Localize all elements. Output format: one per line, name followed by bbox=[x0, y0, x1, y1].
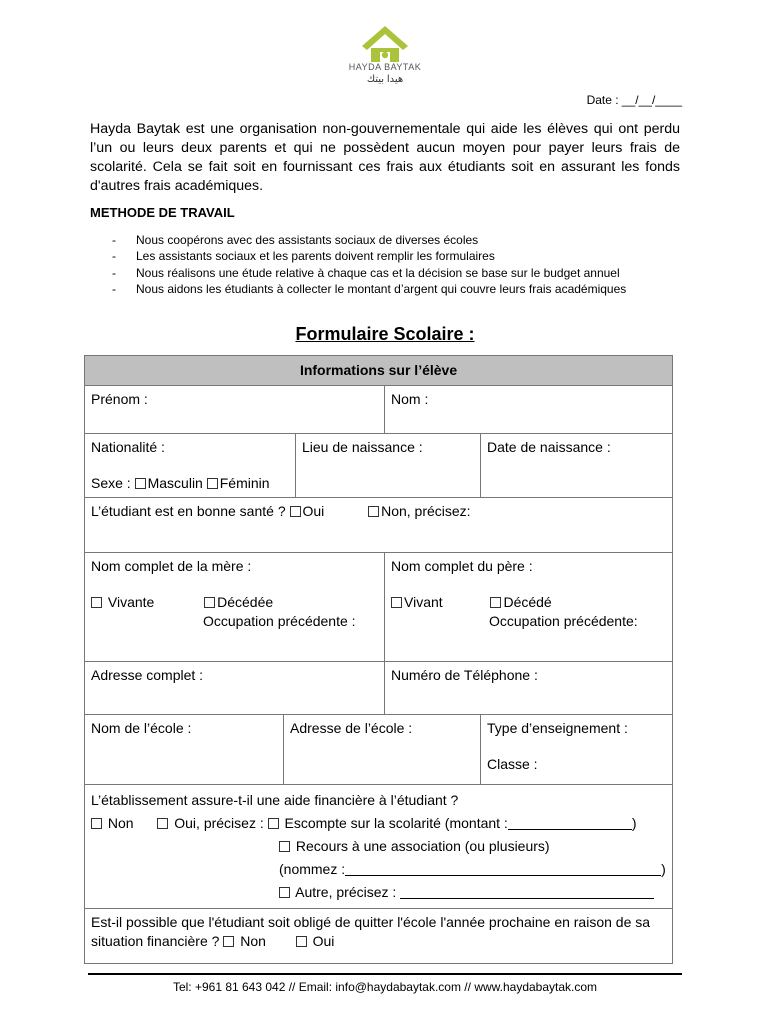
pere-field[interactable] bbox=[385, 553, 673, 662]
non-precisez-label: Non, précisez: bbox=[381, 503, 471, 519]
feminin-label: Féminin bbox=[219, 475, 270, 491]
checkbox-escompte[interactable] bbox=[268, 818, 279, 829]
autre-label: Autre, précisez : bbox=[295, 884, 397, 900]
escompte-label: Escompte sur la scolarité (montant : bbox=[284, 815, 508, 831]
sante-label: L’étudiant est en bonne santé ? bbox=[91, 503, 286, 519]
footer-divider bbox=[88, 973, 682, 975]
adresse-label: Adresse complet : bbox=[91, 667, 204, 683]
date-field[interactable]: Date : __/__/____ bbox=[586, 93, 682, 107]
list-item: - Nous coopérons avec des assistants sociaux de diverses écoles bbox=[112, 232, 626, 248]
occupation-mere-label: Occupation précédente : bbox=[203, 613, 356, 629]
adresse-ecole-field[interactable] bbox=[284, 715, 481, 785]
nommez-input[interactable] bbox=[345, 861, 661, 876]
recours-label: Recours à une association (ou plusieurs) bbox=[295, 838, 550, 854]
checkbox-autre[interactable] bbox=[279, 887, 290, 898]
escompte-input[interactable] bbox=[508, 815, 632, 830]
nommez-label: (nommez : bbox=[279, 861, 346, 877]
sexe-label: Sexe : bbox=[91, 475, 131, 491]
prenom-field[interactable] bbox=[85, 386, 385, 434]
list-item: - Les assistants sociaux et les parents doivent remplir les formulaires bbox=[112, 248, 626, 264]
checkbox-decede[interactable] bbox=[490, 597, 501, 608]
decedee-label: Décédée bbox=[217, 594, 274, 610]
list-item: - Nous réalisons une étude relative à chaque cas et la décision se base sur le budget annuel bbox=[112, 265, 626, 281]
intro-paragraph: Hayda Baytak est une organisation non-gouvernementale qui aide les élèves qui ont perdu l’un ou leurs deux parents et qui ne possèdent aucun moyen pour payer leurs frais de scolarité. Cela se fait soit en fournissant ces frais aux étudiants soit en assurant les fonds d'autres frais académiques. bbox=[90, 121, 680, 194]
ecole-label: Nom de l’école : bbox=[91, 720, 192, 736]
lieu-naissance-field[interactable] bbox=[296, 434, 481, 498]
date-naissance-label: Date de naissance : bbox=[487, 439, 611, 455]
checkbox-quitter-non[interactable] bbox=[223, 936, 234, 947]
decede-label: Décédé bbox=[503, 594, 552, 610]
checkbox-feminin[interactable] bbox=[207, 478, 218, 489]
non-label: Non bbox=[240, 933, 266, 949]
aide-question-label: L’établissement assure-t-il une aide financière à l’étudiant ? bbox=[91, 792, 459, 808]
autre-input[interactable] bbox=[400, 884, 654, 899]
occupation-pere-label: Occupation précédente: bbox=[489, 613, 638, 629]
non-label: Non bbox=[107, 815, 134, 831]
telephone-label: Numéro de Téléphone : bbox=[391, 667, 538, 683]
checkbox-aide-non[interactable] bbox=[91, 818, 102, 829]
footer-contact: Tel: +961 81 643 042 // Email: info@haydabaytak.com // www.haydabaytak.com bbox=[172, 980, 598, 994]
ecole-field[interactable] bbox=[85, 715, 284, 785]
method-list bbox=[112, 232, 626, 297]
nom-field[interactable] bbox=[385, 386, 673, 434]
oui-precisez-label: Oui, précisez : bbox=[174, 815, 264, 831]
checkbox-decedee[interactable] bbox=[204, 597, 215, 608]
adresse-field[interactable] bbox=[85, 662, 385, 715]
checkbox-masculin[interactable] bbox=[135, 478, 146, 489]
checkbox-vivante[interactable] bbox=[91, 597, 102, 608]
quitter-question-label: Est-il possible que l'étudiant soit obligé de quitter l'école l'année prochaine en raison de sa situation financière ? bbox=[91, 914, 651, 949]
checkbox-vivant[interactable] bbox=[391, 597, 402, 608]
adresse-ecole-label: Adresse de l’école : bbox=[290, 720, 413, 736]
date-naissance-field[interactable] bbox=[481, 434, 673, 498]
oui-label: Oui bbox=[302, 503, 325, 519]
nom-label: Nom : bbox=[391, 391, 429, 407]
checkbox-quitter-oui[interactable] bbox=[296, 936, 307, 947]
prenom-label: Prénom : bbox=[91, 391, 148, 407]
sante-field bbox=[85, 498, 673, 553]
quitter-ecole-field bbox=[85, 909, 673, 964]
logo-arabic-text: هيدا بيتك bbox=[366, 74, 404, 85]
nationalite-label: Nationalité : bbox=[91, 439, 165, 455]
logo-text: HAYDA BAYTAK bbox=[348, 62, 422, 72]
checkbox-recours[interactable] bbox=[279, 841, 290, 852]
mere-label: Nom complet de la mère : bbox=[91, 558, 252, 574]
vivante-label: Vivante bbox=[107, 594, 155, 610]
nationalite-field[interactable] bbox=[85, 434, 296, 498]
method-title: METHODE DE TRAVAIL bbox=[90, 205, 235, 220]
vivant-label: Vivant bbox=[404, 594, 443, 610]
mere-field[interactable] bbox=[85, 553, 385, 662]
checkbox-sante-non[interactable] bbox=[368, 506, 379, 517]
checkbox-aide-oui[interactable] bbox=[157, 818, 168, 829]
oui-label: Oui bbox=[312, 933, 335, 949]
pere-label: Nom complet du père : bbox=[391, 558, 533, 574]
student-form-table bbox=[84, 355, 673, 964]
section-header: Informations sur l’élève bbox=[85, 356, 673, 386]
telephone-field[interactable] bbox=[385, 662, 673, 715]
lieu-naissance-label: Lieu de naissance : bbox=[302, 439, 423, 455]
type-enseignement-field[interactable] bbox=[481, 715, 673, 785]
logo-roof-icon bbox=[362, 26, 408, 50]
list-item: - Nous aidons les étudiants à collecter le montant d’argent qui couvre leurs frais académiques bbox=[112, 281, 626, 297]
masculin-label: Masculin bbox=[147, 475, 203, 491]
aide-financiere-field: L’établissement assure-t-il une aide financière à l’étudiant ? Non Oui, précisez : Escompte sur la scolarité (montant : ) Recours à une association (ou plusieurs) (nommez : ) Autre, précisez : bbox=[85, 785, 673, 909]
form-title: Formulaire Scolaire : bbox=[295, 324, 475, 344]
type-enseignement-label: Type d’enseignement : bbox=[487, 720, 628, 736]
checkbox-sante-oui[interactable] bbox=[290, 506, 301, 517]
classe-label: Classe : bbox=[487, 756, 538, 772]
